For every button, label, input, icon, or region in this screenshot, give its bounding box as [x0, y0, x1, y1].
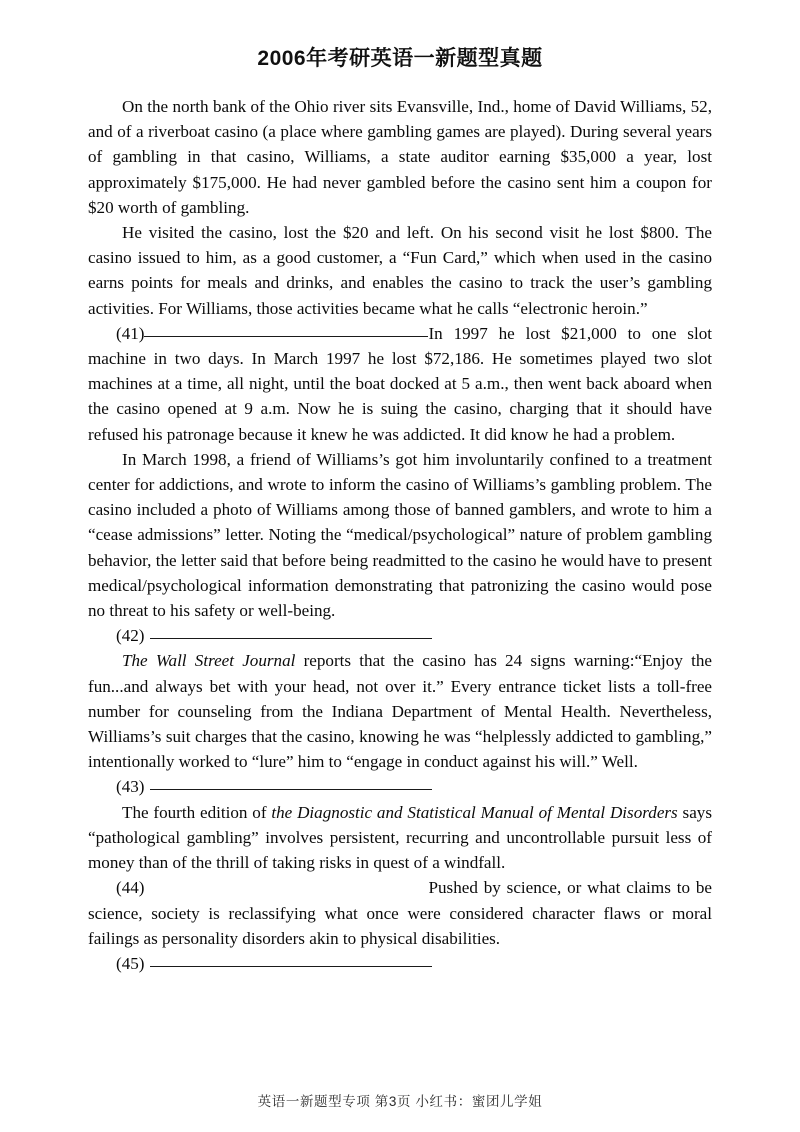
- paragraph-5: [88, 648, 712, 774]
- paragraph-1: On the north bank of the Ohio river sits Evansville, Ind., home of David Williams, 52, and of a riverboat casino (a place where gambling games are played). During several years of gambling in that casino, Williams, a state auditor earning $35,000 a year, lost approximately $175,000. He had never gambled before the casino sent him a coupon for $20 worth of gambling.: [88, 97, 712, 217]
- page-content: [88, 0, 712, 976]
- blank-45-answer-rule[interactable]: [150, 966, 432, 967]
- blank-41-paragraph: [88, 321, 712, 447]
- blank-42-answer-rule[interactable]: [150, 638, 432, 639]
- blank-44-label: (44): [116, 878, 145, 898]
- paragraph-6-lead-text: The fourth edition of: [122, 802, 272, 822]
- paragraph-5-text: reports that the casino has 24 signs warning:“Enjoy the fun...and always bet with your head, not over it.” Every entrance ticket lists a toll-free number for counseling from the Indiana Department of Mental Health. Nevertheless, Williams’s suit charges that the casino, knowing he was “helplessly addicted to gambling,” intentionally worked to “lure” him to “engage in conduct against his will.” Well.: [88, 651, 712, 772]
- blank-45-row: [88, 951, 712, 976]
- dsm-title: the Diagnostic and Statistical Manual of Mental Disorders: [271, 802, 678, 822]
- paragraph-7-text: Pushed by science, or what claims to be science, society is reclassifying what once were considered character flaws or moral failings as personality disorders akin to physical disabilities.: [88, 878, 712, 948]
- wall-street-journal-title: The Wall Street Journal: [122, 651, 296, 671]
- paragraph-6: [88, 800, 712, 876]
- blank-43-row: [88, 774, 712, 799]
- blank-43-answer-rule[interactable]: [150, 789, 432, 790]
- blank-41-answer-rule[interactable]: [144, 336, 428, 337]
- blank-44-answer-gap[interactable]: [144, 892, 428, 893]
- blank-43-label: (43): [116, 777, 145, 797]
- blank-41-label: (41): [116, 323, 145, 343]
- paragraph-2: He visited the casino, lost the $20 and left. On his second visit he lost $800. The casino issued to him, as a good customer, a “Fun Card,” which when used in the casino earns points for meals and drinks, and enables the casino to track the user’s gambling activities. For Williams, those activities became what he calls “electronic heroin.”: [88, 223, 712, 318]
- blank-44-paragraph: [88, 875, 712, 951]
- blank-42-row: [88, 623, 712, 648]
- blank-42-label: (42): [116, 626, 145, 646]
- blank-45-label: (45): [116, 953, 145, 973]
- paragraph-4: In March 1998, a friend of Williams’s got him involuntarily confined to a treatment center for addictions, and wrote to inform the casino of Williams’s gambling problem. The casino included a photo of Williams among those of banned gamblers, and wrote to him a “cease admissions” letter. Noting the “medical/psychological” nature of problem gambling behavior, the letter said that before being readmitted to the casino he would have to present medical/psychological information demonstrating that patronizing the casino would pose no threat to his safety or well-being.: [88, 449, 712, 621]
- page-footer: 英语一新题型专项 第3页 小红书：蜜团儿学姐: [257, 1094, 543, 1109]
- page-title: 2006年考研英语一新题型真题: [257, 47, 543, 70]
- paragraph-6-rest-text: says “pathological gambling” involves persistent, recurring and uncontrollable pursuit less of money than of the thrill of taking risks in quest of a windfall.: [88, 802, 712, 873]
- paragraph-3-text: In 1997 he lost $21,000 to one slot machine in two days. In March 1997 he lost $72,186. He sometimes played two slot machines at a time, all night, until the boat docked at 5 a.m., then went back aboard when the casino opened at 9 a.m. Now he is suing the casino, charging that it should have refused his patronage because it knew he was addicted. It did know he had a problem.: [88, 323, 712, 444]
